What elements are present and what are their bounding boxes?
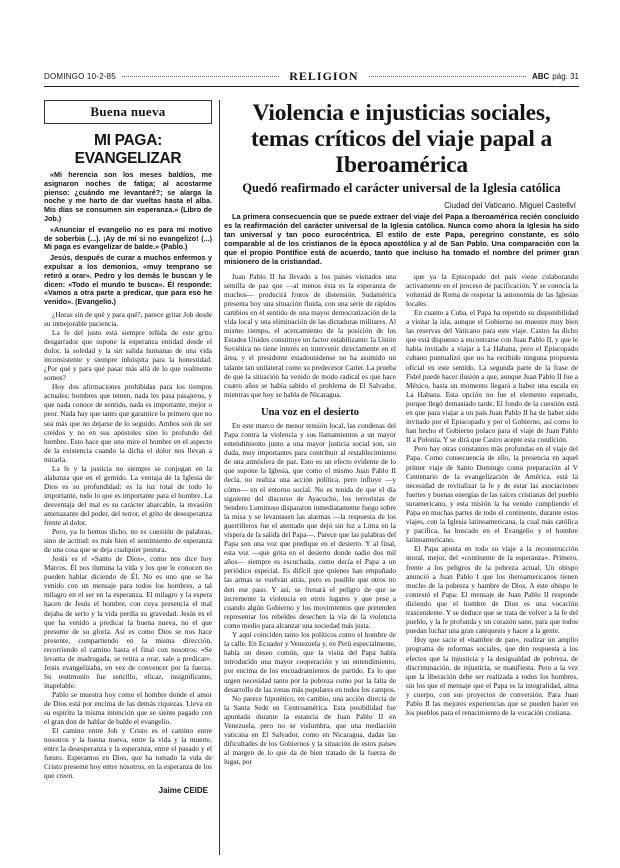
article-lead	[224, 212, 579, 267]
sidebar-paragraph: El camino entre Job y Cristo es el camino entre nosotros y la buena nueva, entre la vida y la muerte, entre la desesperanza y la esperanza, entre el pasado y el futuro. Esperamos en Dios, que ha tomado la vida de Cristo presente hoy entre nosotros, en la esperanza de los que creen.	[44, 726, 212, 781]
sidebar-paragraph: Pablo se muestra hoy como el hombre donde el amor de Dios está por encima de las demás riquezas. Lleva en su espíritu la misma intención que se siente pagado con el gran don de hablar de balde el evangelio.	[44, 689, 212, 727]
article-intertitle: Una voz en el desierto	[261, 406, 359, 418]
article-paragraph: En este marco de menor tensión local, las condenas del Papa contra la violencia y sus llamamientos a un mayor entendimiento junto a una mayor justicia social son, sin duda, muy importantes para contribuir al restablecimiento de una atmósfera de paz. Esto es un efecto evidente de lo que supone la Iglesia, que como el mismo Juan Pablo II decía, no realiza una acción política, pero influye —y cómo— en el entorno social. No es tenida de que el día siguiente del discurso de Ayacucho, los terroristas de Sendero Luminoso dispararon inmediatamente fuego sobre la misa y se levantasen las alarmas —la respuesta de los guerrilleros fue el atentado que dejó sin luz a Lima en la víspera de la salida del Papa—. Parece que las palabras del Papa son una voz que predique en el desierto. Y al final, esta voz —que grita en el desierto donde nadie dos mil años— siempre es escuchada, como decía el Papa a un periódico especial. Es difícil que quienes han empuñado las armas se vuelvan atrás, pero es posible que otros no den ese paso. Y así, se frenará el peligro de que se incremente la violencia en otros lugares y que pese a cuando algún Gobierno y los movimientos que pretenden representar los rebeldes desechen la vía de la violencia como medio para alcanzar una sociedad más justa.	[224, 421, 396, 630]
article-paragraph: Hoy que sacie el «hambre de pan», realizar un amplio programa de reformas sociales, que den respuesta a los efectos que la injusticia y la desigualdad de pobreza, de discriminación, de injusticia, se manifiesta. Pero a la vez que la liberación debe ser realizada a todos los hombres, sin los que el mensaje que el Papa es la integralidad, alma y cuerpo, con sus proyectos de conversión. Para Juan Pablo II las mejores experiencias que se pueden hacer en los pueblos para el renacimiento de la vocación cristiana.	[406, 636, 578, 718]
article-subheadline: Quedó reafirmado el carácter universal de la Iglesia católica	[242, 181, 561, 195]
sidebar-paragraph: Hoy dos afirmaciones prohibidas para los tiempos actuales: hombres que temen, nada les pasa pasajeros, y que nada conoce de sentido, nada es importante, mejor o peor. Nada hay que tanto que garantice lo primero que no sea más que no dejarse de lo seguido. Ambos son de ser creídos y no en sus apóstoles sino lo profundo del hombre. Esto hace que uno mire el hombre en el aspecto de la existencia cuando la dicha el dolor nos llevan a mirarla.	[44, 382, 212, 464]
sidebar-paragraph: La fe del justo está siempre teñida de este grito desgarrador que supone la esperanza entidad desde el dolor, la soledad y la sin salida humanas de una vida inconsistente y siempre inhóspita para la honestidad. ¿Por qué y para qué pasar más allá de lo que realmente somos?	[44, 328, 212, 383]
publication-name: ABC	[531, 71, 550, 81]
sidebar-paragraph: Jesús es el «Santo de Dios», como nos dice hoy Marcos. Él nos ilumina la vida y los que le conocen no pueden hablar diciendo de Él. No es uno que se ha venido con un mensaje para todos los hombres, a tal milagro en el ser en la esperanza. El milagro y la espera hacen de Jesús el hombre, con cuya presencia el mal dejaba de serlo y la vida perdía su gravedad. Jesús es el que ha venido a predicar la buena nueva, no el que presume de su gloria. Así es como Dios se nos hace presente, compartiendo en la misma dirección, recorriendo el camino hasta el final con nosotros: «Se levanta de madrugada, se retira a orar, sale a predicar». Jesús evangelizaba, en vez de convencer por la fuerza. Su testimonio fue sencillo, eficaz, insignificante, inapelable.	[44, 554, 212, 690]
quote-pablo: «Anunciar el evangelio no es para mí motivo de soberbia (...). ¡Ay de mí si no evangelizo! (...) Mi paga es evangelizar de balde.» (Pablo.)	[44, 224, 212, 252]
article-column-1	[224, 273, 396, 768]
article-paragraph: Y aquí coinciden tanto los políticos como el hombre de la calle. En Ecuador y Venezuela y, en Perú especialmente, había un deseo común, que la visita del Papa había introducido una mayor cooperación y un entendimiento, por encima de los encuadramientos de partido. Es lo que urgen necesidad tanto por la pobreza como por la falta de desarrollo de las zonas más populares en todos los campos.	[224, 631, 396, 694]
sidebar-headline: MI PAGA: EVANGELIZAR	[74, 132, 182, 167]
header-leader-right	[369, 76, 526, 77]
article-paragraph: Pero hay otras constantes más profundas en el viaje del Papa. Como consecuencia de ello, la presencia en aquel primer viaje de Santo Domingo como preparación al V Centenario de la evangelización de América, está la necesidad de revitalizar la fe y de estar las asociaciones fuertes y buenas energías de las raíces cristianas del pueblo suramericano, y esta misión la ha venido cumpliendo el Papa en muchas partes de todo el continente, durante estos viajes, con la Iglesia latinoamericana, la cual más católica y pacífica, ha buscado en el Evangelio y el hombre latinoamericano.	[406, 445, 578, 545]
article-columns	[224, 273, 579, 768]
sidebar-paragraph: Pero, ya lo hemos dicho, no es cuestión de palabras, sino de actitud: es más bien el sentimiento de esperanza de una cosa que se deja cualquier postura.	[44, 527, 212, 555]
sidebar-paragraph: ¿Horas sin de qué y para qué?, parece gritar Job desde su inmejorable paciencia.	[44, 309, 212, 328]
lead-paragraph: La primera consecuencia que se puede extraer del viaje del Papa a Iberoamérica recién concluido es la reafirmación del carácter universal de la Iglesia católica. Nunca como ahora la Iglesia ha sido tan universal y tan poco eurocéntrica. El estilo de este Papa, peregrino constante, es sólo comparable al de los cristianos de la época apostólica y al de San Pablo. Una comparación con la que el propio Pontífice está de acuerdo, tanto que incluso ha tomado el nombre del primer gran misionero de la cristiandad.	[224, 212, 579, 267]
quote-job: «Mi herencia son los meses baldíos, me asignaron noches de fatiga; al acostarme pienso: ¿cuándo me levantaré?; se alarga la noche y me harto de dar vueltas hasta el alba. Mis días se consumen sin esperanza.» (Libro de Job.)	[44, 170, 212, 223]
article-paragraph: El Papa apunta en todo su viaje a la reconstrucción moral, mejor, del «continente de la esperanza». Primero, frente a los peligros de la pobreza actual. Un obispo anunció a Juan Pablo I que los iberoamericanos tienen mucho de la pobreza y hambre de Dios. A este obispo le contestó el Papa: El mensaje de Juan Pablo II responde diciendo que el hombre de Dios es una vocación trascendente. Y se deduce que se trata de volver a la fe del pueblo, y la fe profunda y un corazón sano, para que todos puedan luchar una gran catequesis y hacer a la gente.	[406, 545, 578, 636]
sidebar-signature: Jaime CEIDE	[158, 786, 208, 796]
main-article	[224, 100, 579, 767]
article-byline: Ciudad del Vaticano. Miguel Castellví	[444, 201, 576, 210]
section-title: RELIGION	[289, 68, 359, 83]
article-paragraph: Juan Pablo II ha llevado a los países visitados una semilla de paz que —al menos ésta es la esperanza de muchos— producirá frutos de distensión. Sudamérica presenta hoy una situación fluida, con una serie de rápidos cambios en el sentido de una mayor democratización de la vida local y una eliminación de las dictaduras militares. Al mismo tiempo, el acercamiento de la posición de los Estados Unidos constituye un factor estabilizante: la Unión Soviética no tiene interés en intervenir directamente en el área, y el presidente estadounidense no ha asumido un talante tan unilateral como su predecesor Carter. La prueba de que la situación ha venido de modo radical es que hace cuatro años se había sabido el problema de El Salvador, mientras que hoy se habla de Nicaragua.	[224, 272, 396, 399]
article-paragraph: No parece hipotético, en cambio, una acción directa de la Santa Sede en Centroamérica. Esta posibilidad fue apuntada durante la estancia de Juan Pablo II en Venezuela, pero no se vislumbra, que una mediación vaticana en El Salvador, como en Nicaragua, dadas las dificultades de los Gobiernos y la situación de estos países al margen de lo que da de bien tratado de la fuerza de lugar, por	[224, 694, 396, 767]
sidebar-kicker: Buena nueva	[44, 100, 212, 124]
sidebar-column	[44, 100, 212, 795]
quote-gospel: Jesús, después de curar a muchos enfermos y expulsar a los demonios, «muy temprano se retiró a orar». Pedro y los demás le buscan y le dicen: «Todo el mundo te busca». Él responde: «Vamos a otra parte a predicar, que para eso he venido». (Evangelio.)	[44, 253, 212, 307]
header-leader-left	[122, 76, 279, 77]
article-paragraph: que ya la Episcopado del país viene colaborando activamente en el proceso de pacificación. Y se conocía la voluntad de Roma de respetar la autonomía de las Iglesias locales.	[406, 272, 578, 308]
sidebar-paragraph: La fe y la justicia no siempre se conjugan en la alabanza que en el gemido. La ventaja de la Iglesia de Dios es su profundidad: es la luz total de todo lo importante, todo lo que es importante para el hombre. La desventaja del mal es su carácter abarcable, la invasión amenazante del poder, del terror, el grito de desesperanza frente al dolor.	[44, 463, 212, 528]
column-divider	[219, 100, 220, 855]
article-headline: Violencia e injusticias sociales, temas críticos del viaje papal a Iberoamérica	[250, 100, 552, 178]
issue-date: DOMINGO 10-2-85	[44, 71, 116, 81]
sidebar-body	[44, 310, 212, 780]
header-rule	[44, 86, 579, 87]
sidebar-quotes	[44, 171, 212, 307]
page-header	[44, 68, 579, 84]
article-column-2	[406, 273, 578, 768]
page-number: pág. 31	[552, 71, 579, 81]
article-paragraph: En cuanto a Cuba, el Papa ha repetido su disponibilidad a visitar la isla, aunque el Gobierno no muestre muy bien las reservas del Vaticano para este viaje. Castro ha dicho que está dispuesto a encontrarse con Juan Pablo II, y que le había invitado a viajar a La Habana, pero el Episcopado cubano puntualizó que no ha recibido ninguna propuesta oficial en este sentido. La segunda parte de la frase de Fidel puede hacer ilusión a que, aunque Juan Pablo II fue a México, hasta un momento llegará a haber una escala en La Habana. Esta opción no fue el elemento esperado, porque llegó demasiado tarde. El fondo de la cuestión está en que para viajar a un país Juan Pablo II ha de haber sido invitado por el Episcopado y por el Gobierno, así como lo han hecho el Gobierno polaco para el viaje de Juan Pablo II a Polonia. Y se dirá que Castro acepte esta condición.	[406, 308, 578, 445]
